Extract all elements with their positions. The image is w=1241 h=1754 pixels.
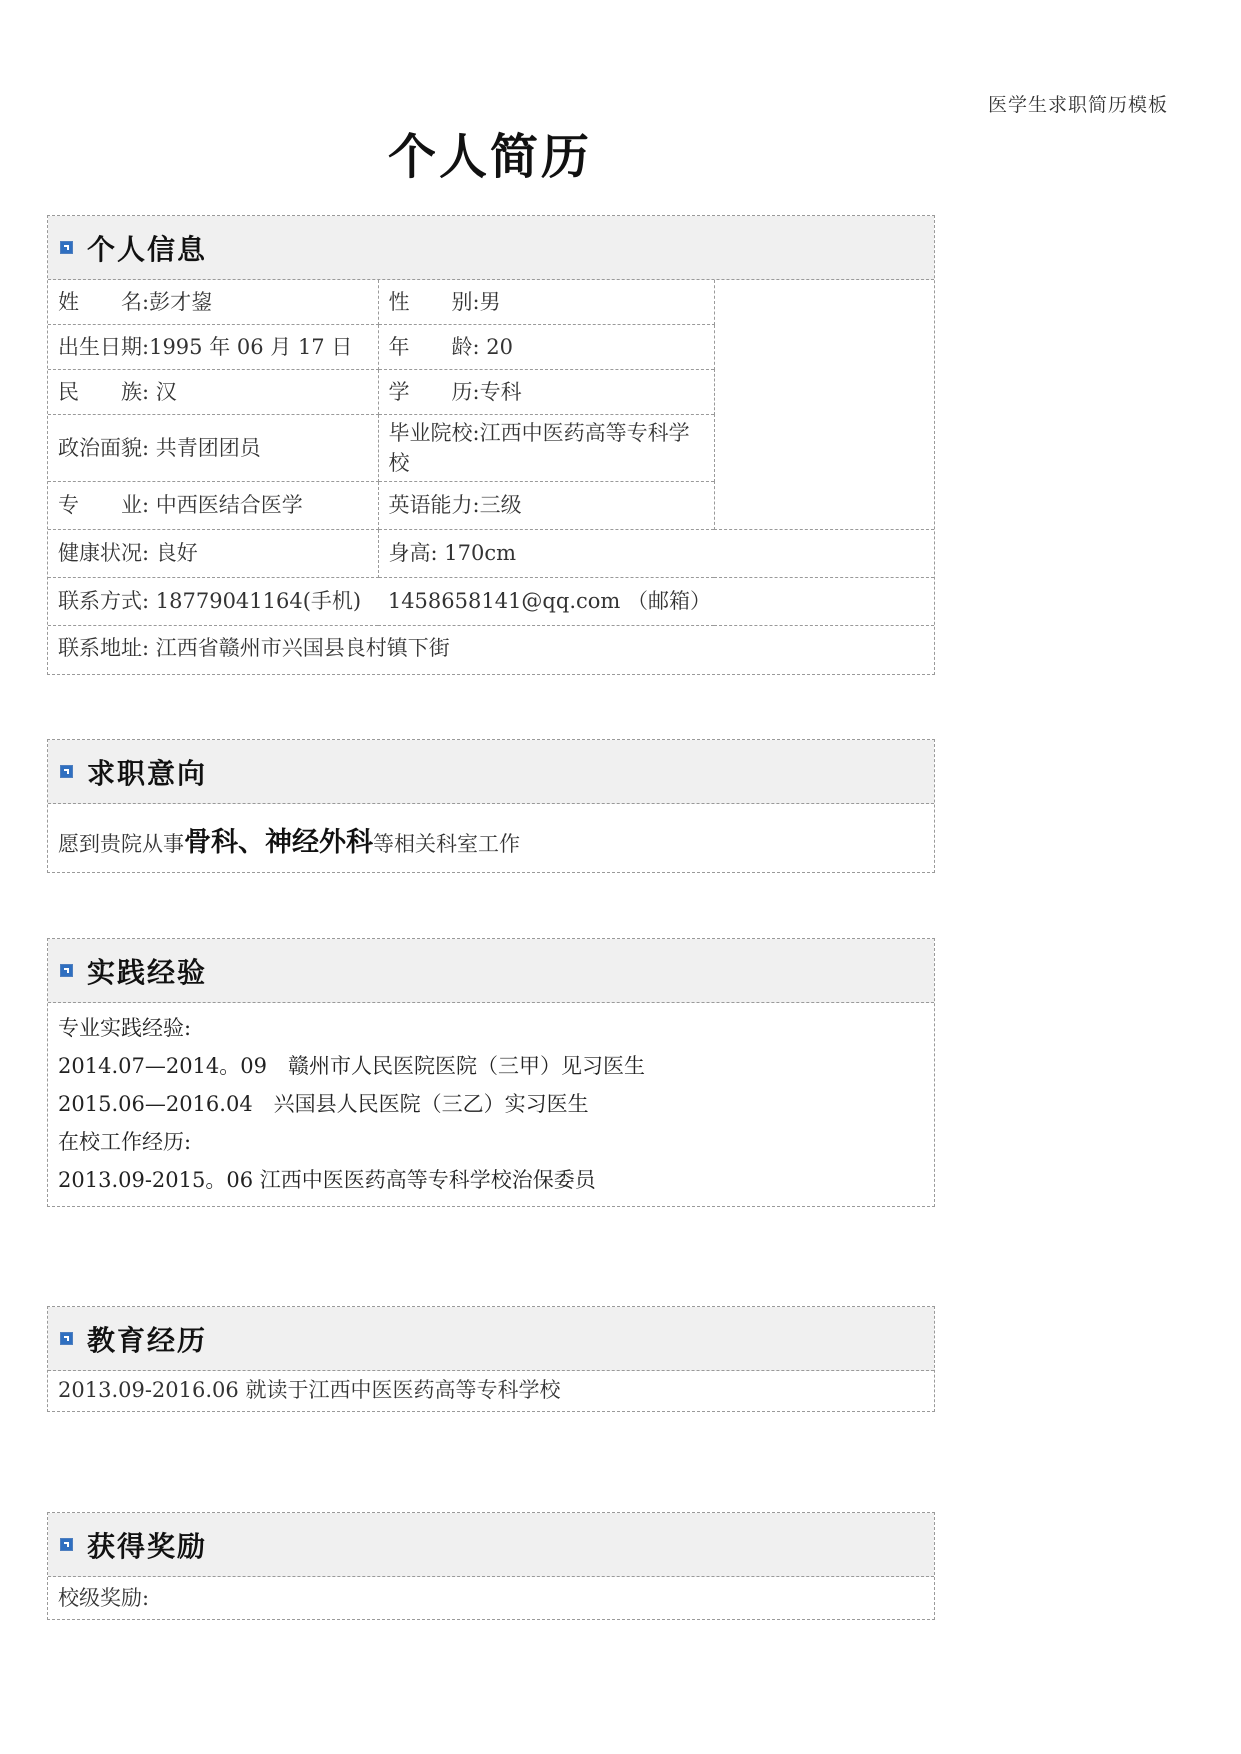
political-status-cell [48,414,378,481]
intent-prefix: 愿到贵院从事 [58,832,184,856]
height-value: 170cm [444,541,517,565]
english-value: 三级 [479,493,522,517]
practice-body [48,1003,934,1199]
ethnic-label: 民 族: [58,379,150,404]
gender-label: 性 别: [388,289,480,314]
practice-line: 2013.09-2015。06 江西中医医药高等专科学校治保委员 [58,1168,596,1192]
address-cell [48,625,934,671]
height-cell [378,529,934,577]
section-title: 获得奖励 [87,1529,208,1563]
section-header [48,1513,934,1577]
health-cell [48,529,378,577]
ethnic-value: 汉 [155,379,177,404]
contact-phone: 18779041164(手机) [155,589,362,613]
height-label: 身高: [388,541,438,565]
contact-label: 联系方式: [58,589,150,613]
english-cell [378,481,714,529]
page-header: 医学生求职简历模板 [988,94,1169,116]
section-header [48,216,934,280]
name-value: 彭才鋆 [149,289,213,314]
education-level-label: 学 历: [388,379,480,404]
ethnic-cell [48,369,378,414]
personal-info-table [48,280,934,671]
education-line: 2013.09-2016.06 就读于江西中医医药高等专科学校 [58,1378,561,1402]
section-header [48,939,934,1003]
major-value: 中西医结合医学 [155,493,303,517]
major-label: 专 业: [58,493,150,517]
birth-value: 1995 年 06 月 17 日 [149,334,353,359]
age-label: 年 龄: [388,334,480,359]
gender-value: 男 [479,289,501,314]
practice-line: 2015.06—2016.04 兴国县人民医院（三乙）实习医生 [58,1092,589,1116]
practice-section [47,938,935,1207]
section-title: 教育经历 [87,1323,208,1357]
gender-cell [378,280,714,324]
section-title: 实践经验 [87,955,208,989]
practice-line: 专业实践经验: [58,1016,192,1040]
birth-label: 出生日期: [58,334,150,359]
name-label: 姓 名: [58,289,150,314]
section-bullet-icon [60,765,73,778]
school-cell [378,414,714,481]
section-header [48,1307,934,1371]
section-header [48,740,934,804]
address-label: 联系地址: [58,636,150,661]
section-bullet-icon [60,1332,73,1345]
school-value: 江西中医药高等专科学校 [388,420,690,475]
birth-cell [48,324,378,369]
intent-highlight: 骨科、神经外科 [184,827,373,858]
awards-line: 校级奖励: [58,1586,150,1610]
age-cell [378,324,714,369]
practice-line: 在校工作经历: [58,1130,192,1154]
section-bullet-icon [60,1538,73,1551]
major-cell [48,481,378,529]
photo-placeholder [714,280,934,529]
document-title: 个人简历 [387,129,592,185]
job-intent-text [48,804,934,862]
education-section [47,1306,935,1412]
education-level-cell [378,369,714,414]
education-level-value: 专科 [479,379,522,404]
awards-section [47,1512,935,1620]
address-value: 江西省赣州市兴国县良村镇下街 [155,636,450,661]
health-label: 健康状况: [58,541,150,565]
political-status-value: 共青团团员 [155,435,261,460]
age-value: 20 [486,334,513,359]
contact-cell [48,577,934,625]
political-status-label: 政治面貌: [58,435,150,460]
section-bullet-icon [60,964,73,977]
personal-info-section [47,215,935,675]
intent-suffix: 等相关科室工作 [373,832,520,856]
english-label: 英语能力: [388,493,480,517]
health-value: 良好 [155,541,198,565]
section-bullet-icon [60,241,73,254]
section-title: 个人信息 [87,232,208,266]
section-title: 求职意向 [87,756,208,790]
practice-line: 2014.07—2014。09 赣州市人民医院医院（三甲）见习医生 [58,1054,646,1078]
name-cell [48,280,378,324]
job-intent-section [47,739,935,873]
contact-email: 1458658141@qq.com （邮箱） [387,589,711,613]
school-label: 毕业院校: [388,420,480,445]
